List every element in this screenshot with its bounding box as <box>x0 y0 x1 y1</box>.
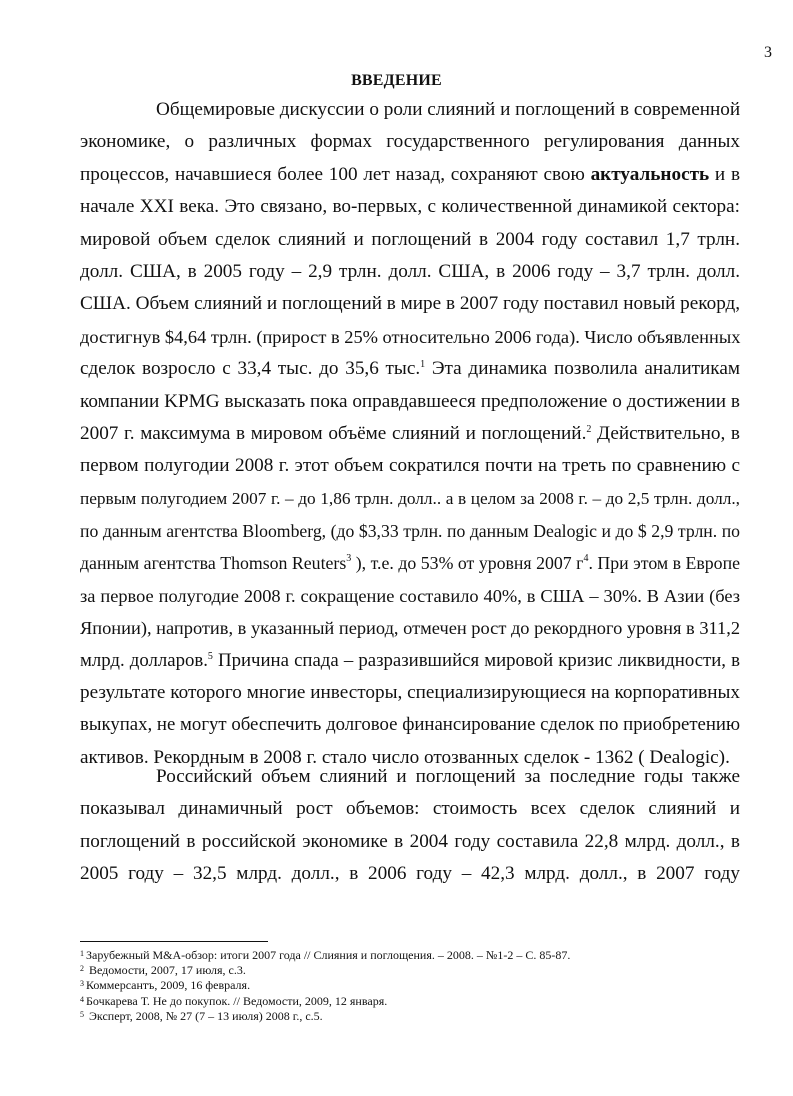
text-line <box>80 159 740 191</box>
text-line: результате которого многие инвесторы, специализирующиеся на корпоративных <box>80 682 740 704</box>
text-run: ), т.е. до 53% от уровня 2007 г <box>351 553 584 574</box>
footnote-ref: 4 <box>583 553 589 565</box>
footnote-item <box>80 948 740 963</box>
text-run: и в <box>709 163 741 185</box>
text-run: Эта динамика позволила аналитикам <box>425 358 740 380</box>
text-line: Японии), напротив, в указанный период, отмечен рост до рекордного уровня в 311,2 <box>80 618 741 639</box>
text-line: выкупах, не могут обеспечить долговое финансирование сделок по приобретению <box>80 714 740 736</box>
paragraph-russia <box>80 761 740 891</box>
text-run: Причина спада – разразившийся мировой кризис ликвидности, в <box>212 649 740 671</box>
footnote-divider <box>80 941 268 942</box>
text-line <box>80 418 740 450</box>
text-run: сделок возросло с 33,4 тыс. до 35,6 тыс. <box>80 358 421 380</box>
footnote-number: 3 <box>80 979 84 989</box>
footnote-item <box>80 994 740 1009</box>
text-line: активов. Рекордным в 2008 г. стало число отозванных сделок - 1362 ( Dealogic). <box>80 746 730 768</box>
text-line <box>80 353 740 385</box>
section-heading: ВВЕДЕНИЕ <box>351 72 442 89</box>
footnote-text: Ведомости, 2007, 17 июля, с.3. <box>86 963 246 978</box>
text-line: Российский объем слияний и поглощений за последние годы также <box>156 766 740 787</box>
text-run: процессов, начавшиеся более 100 лет назад, сохраняют свою <box>80 163 591 185</box>
text-run: . При этом в Европе <box>588 553 740 574</box>
text-line: поглощений в российской экономике в 2004 году составила 22,8 млрд. долл., в <box>80 830 740 852</box>
text-line <box>80 547 740 579</box>
footnote-ref: 5 <box>207 650 213 662</box>
text-line: за первое полугодие 2008 г. сокращение составило 40%, в США – 30%. В Азии (без <box>80 585 740 606</box>
footnote-ref: 3 <box>346 553 352 565</box>
footnote-number: 5 <box>80 1009 84 1019</box>
text-line: показывал динамичный рост объемов: стоимость всех сделок слияний и <box>80 798 740 820</box>
text-run: 2007 г. максимума в мировом объёме слияний и поглощений. <box>80 422 587 444</box>
footnote-text: Эксперт, 2008, № 27 (7 – 13 июля) 2008 г., с.5. <box>86 1008 323 1023</box>
text-line: США. Объем слияний и поглощений в мире в 2007 году поставил новый рекорд, <box>80 293 741 315</box>
footnote-text: Зарубежный M&A-обзор: итоги 2007 года // Слияния и поглощения. – 2008. – №1-2 – С. 85-87. <box>86 948 571 962</box>
text-line <box>80 645 740 677</box>
text-line: по данным агентства Bloomberg, (до $3,33 трлн. по данным Dealogic и до $ 2,9 трлн. по <box>80 521 740 542</box>
footnote-number: 1 <box>80 949 84 958</box>
text-line: компании KPMG высказать пока оправдавшееся предположение о достижении в <box>80 390 740 412</box>
footnote-text: Коммерсантъ, 2009, 16 февраля. <box>86 978 251 993</box>
footnote-number: 4 <box>80 994 84 1004</box>
footnote-item <box>80 963 740 978</box>
footnote-text: Бочкарева Т. Не до покупок. // Ведомости, 2009, 12 января. <box>86 993 388 1008</box>
page-number: 3 <box>764 44 772 61</box>
footnote-ref: 2 <box>586 423 592 435</box>
text-line: долл. США, в 2005 году – 2,9 трлн. долл. США, в 2006 году – 3,7 трлн. долл. <box>80 260 740 282</box>
footnote-ref: 1 <box>420 359 426 371</box>
paragraph-intro <box>80 94 740 774</box>
text-run: данным агентства Thomson Reuters <box>80 553 347 574</box>
text-line: Общемировые дискуссии о роли слияний и поглощений в современной <box>156 99 741 120</box>
text-run: млрд. долларов. <box>80 649 208 671</box>
text-line: начале XXI века. Это связано, во-первых, с количественной динамикой сектора: <box>80 196 740 218</box>
footnote-number: 2 <box>80 964 84 974</box>
footnote-item <box>80 978 740 993</box>
text-run: Действительно, в <box>591 422 740 444</box>
text-line: 2005 году – 32,5 млрд. долл., в 2006 году – 42,3 млрд. долл., в 2007 году <box>80 863 740 885</box>
text-line: экономике, о различных формах государственного регулирования данных <box>80 131 740 153</box>
text-line: достигнув $4,64 трлн. (прирост в 25% относительно 2006 года). Число объявленных <box>80 326 741 347</box>
footnotes <box>80 948 740 1024</box>
text-line: первым полугодием 2007 г. – до 1,86 трлн. долл.. а в целом за 2008 г. – до 2,5 трлн. долл., <box>80 488 740 508</box>
bold-term-relevance: актуальность <box>590 163 710 185</box>
text-line: первом полугодии 2008 г. этот объем сократился почти на треть по сравнению с <box>80 455 740 477</box>
text-line: мировой объем сделок слияний и поглощений в 2004 году составил 1,7 трлн. <box>80 228 740 250</box>
footnote-item <box>80 1009 740 1024</box>
